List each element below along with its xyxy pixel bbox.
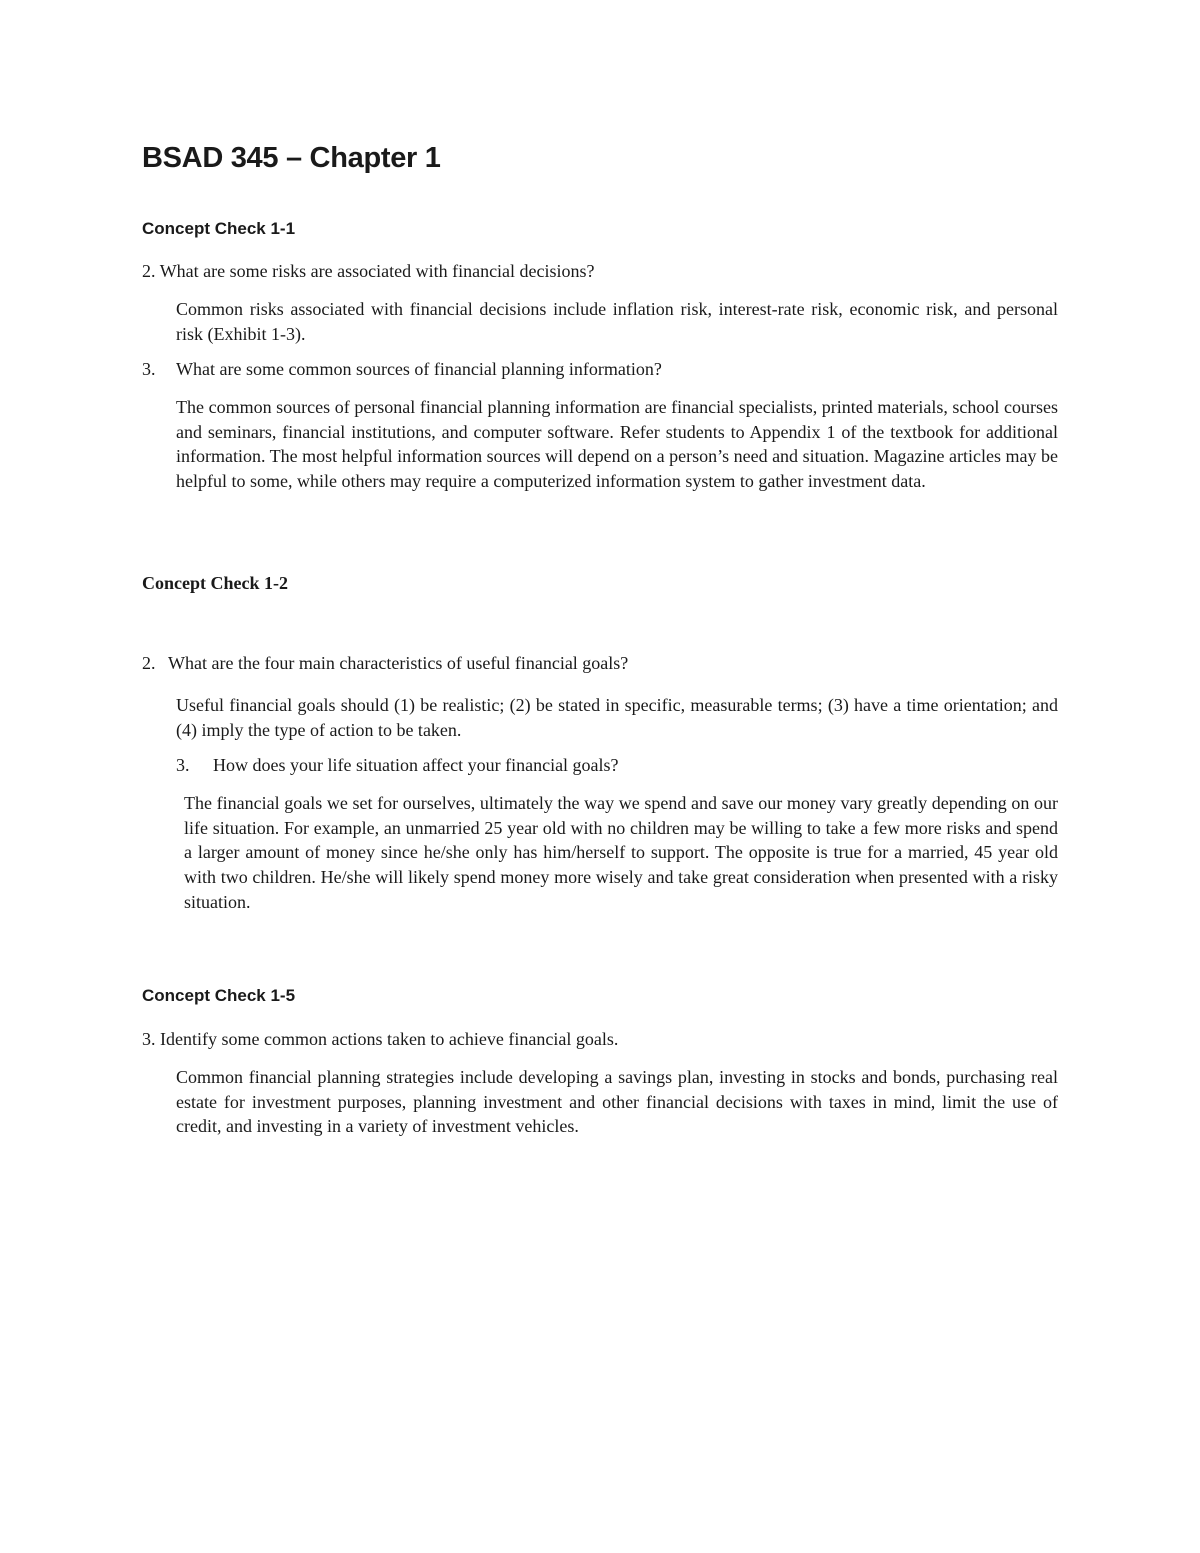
answer-1-1-3: The common sources of personal financial planning information are financial specialists, printed materials, school courses and seminars, financial institutions, and computer software. Refer students to Appendix 1 of the textbook for additional information. The most helpful information sources will depend on a person’s need and situation. Magazine articles may be helpful to some, while others may require a computerized information system to gather investment data. [176, 397, 1058, 492]
section-heading-1-2: Concept Check 1-2 [142, 573, 288, 593]
question-text: What are some common sources of financial planning information? [176, 359, 662, 379]
question-text: What are the four main characteristics of useful financial goals? [168, 653, 629, 673]
question-1-2-3 [176, 755, 619, 776]
question-text: Identify some common actions taken to achieve financial goals. [160, 1029, 619, 1049]
question-text: What are some risks are associated with financial decisions? [159, 261, 595, 281]
section-heading-1-1: Concept Check 1-1 [142, 219, 296, 238]
answer-1-2-3: The financial goals we set for ourselves, ultimately the way we spend and save our money vary greatly depending on our life situation. For example, an unmarried 25 year old with no children may be willing to take a few more risks and spend a larger amount of money since he/she only has him/herself to support. The opposite is true for a married, 45 year old with two children. He/she will likely spend money more wisely and take great consideration when presented with a risky situation. [184, 793, 1058, 912]
question-1-1-2 [142, 261, 595, 282]
page-title: BSAD 345 – Chapter 1 [142, 142, 441, 174]
question-1-2-2 [142, 653, 628, 674]
answer-1-5-3: Common financial planning strategies include developing a savings plan, investing in stocks and bonds, purchasing real estate for investment purposes, planning investment and other financial decisions with taxes in mind, limit the use of credit, and investing in a variety of investment vehicles. [176, 1067, 1058, 1137]
question-number: 3. [142, 359, 156, 379]
question-1-5-3 [142, 1029, 618, 1050]
section-heading-1-5: Concept Check 1-5 [142, 986, 296, 1005]
question-number: 2. [142, 653, 156, 673]
question-number: 3. [176, 755, 190, 775]
answer-1-1-2: Common risks associated with financial decisions include inflation risk, interest-rate risk, economic risk, and personal risk (Exhibit 1-3). [176, 299, 1058, 344]
question-number: 2. [142, 261, 156, 281]
question-text: How does your life situation affect your financial goals? [213, 755, 619, 775]
question-1-1-3 [142, 359, 662, 380]
question-number: 3. [142, 1029, 156, 1049]
answer-1-2-2: Useful financial goals should (1) be realistic; (2) be stated in specific, measurable terms; (3) have a time orientation; and (4) imply the type of action to be taken. [176, 695, 1058, 740]
